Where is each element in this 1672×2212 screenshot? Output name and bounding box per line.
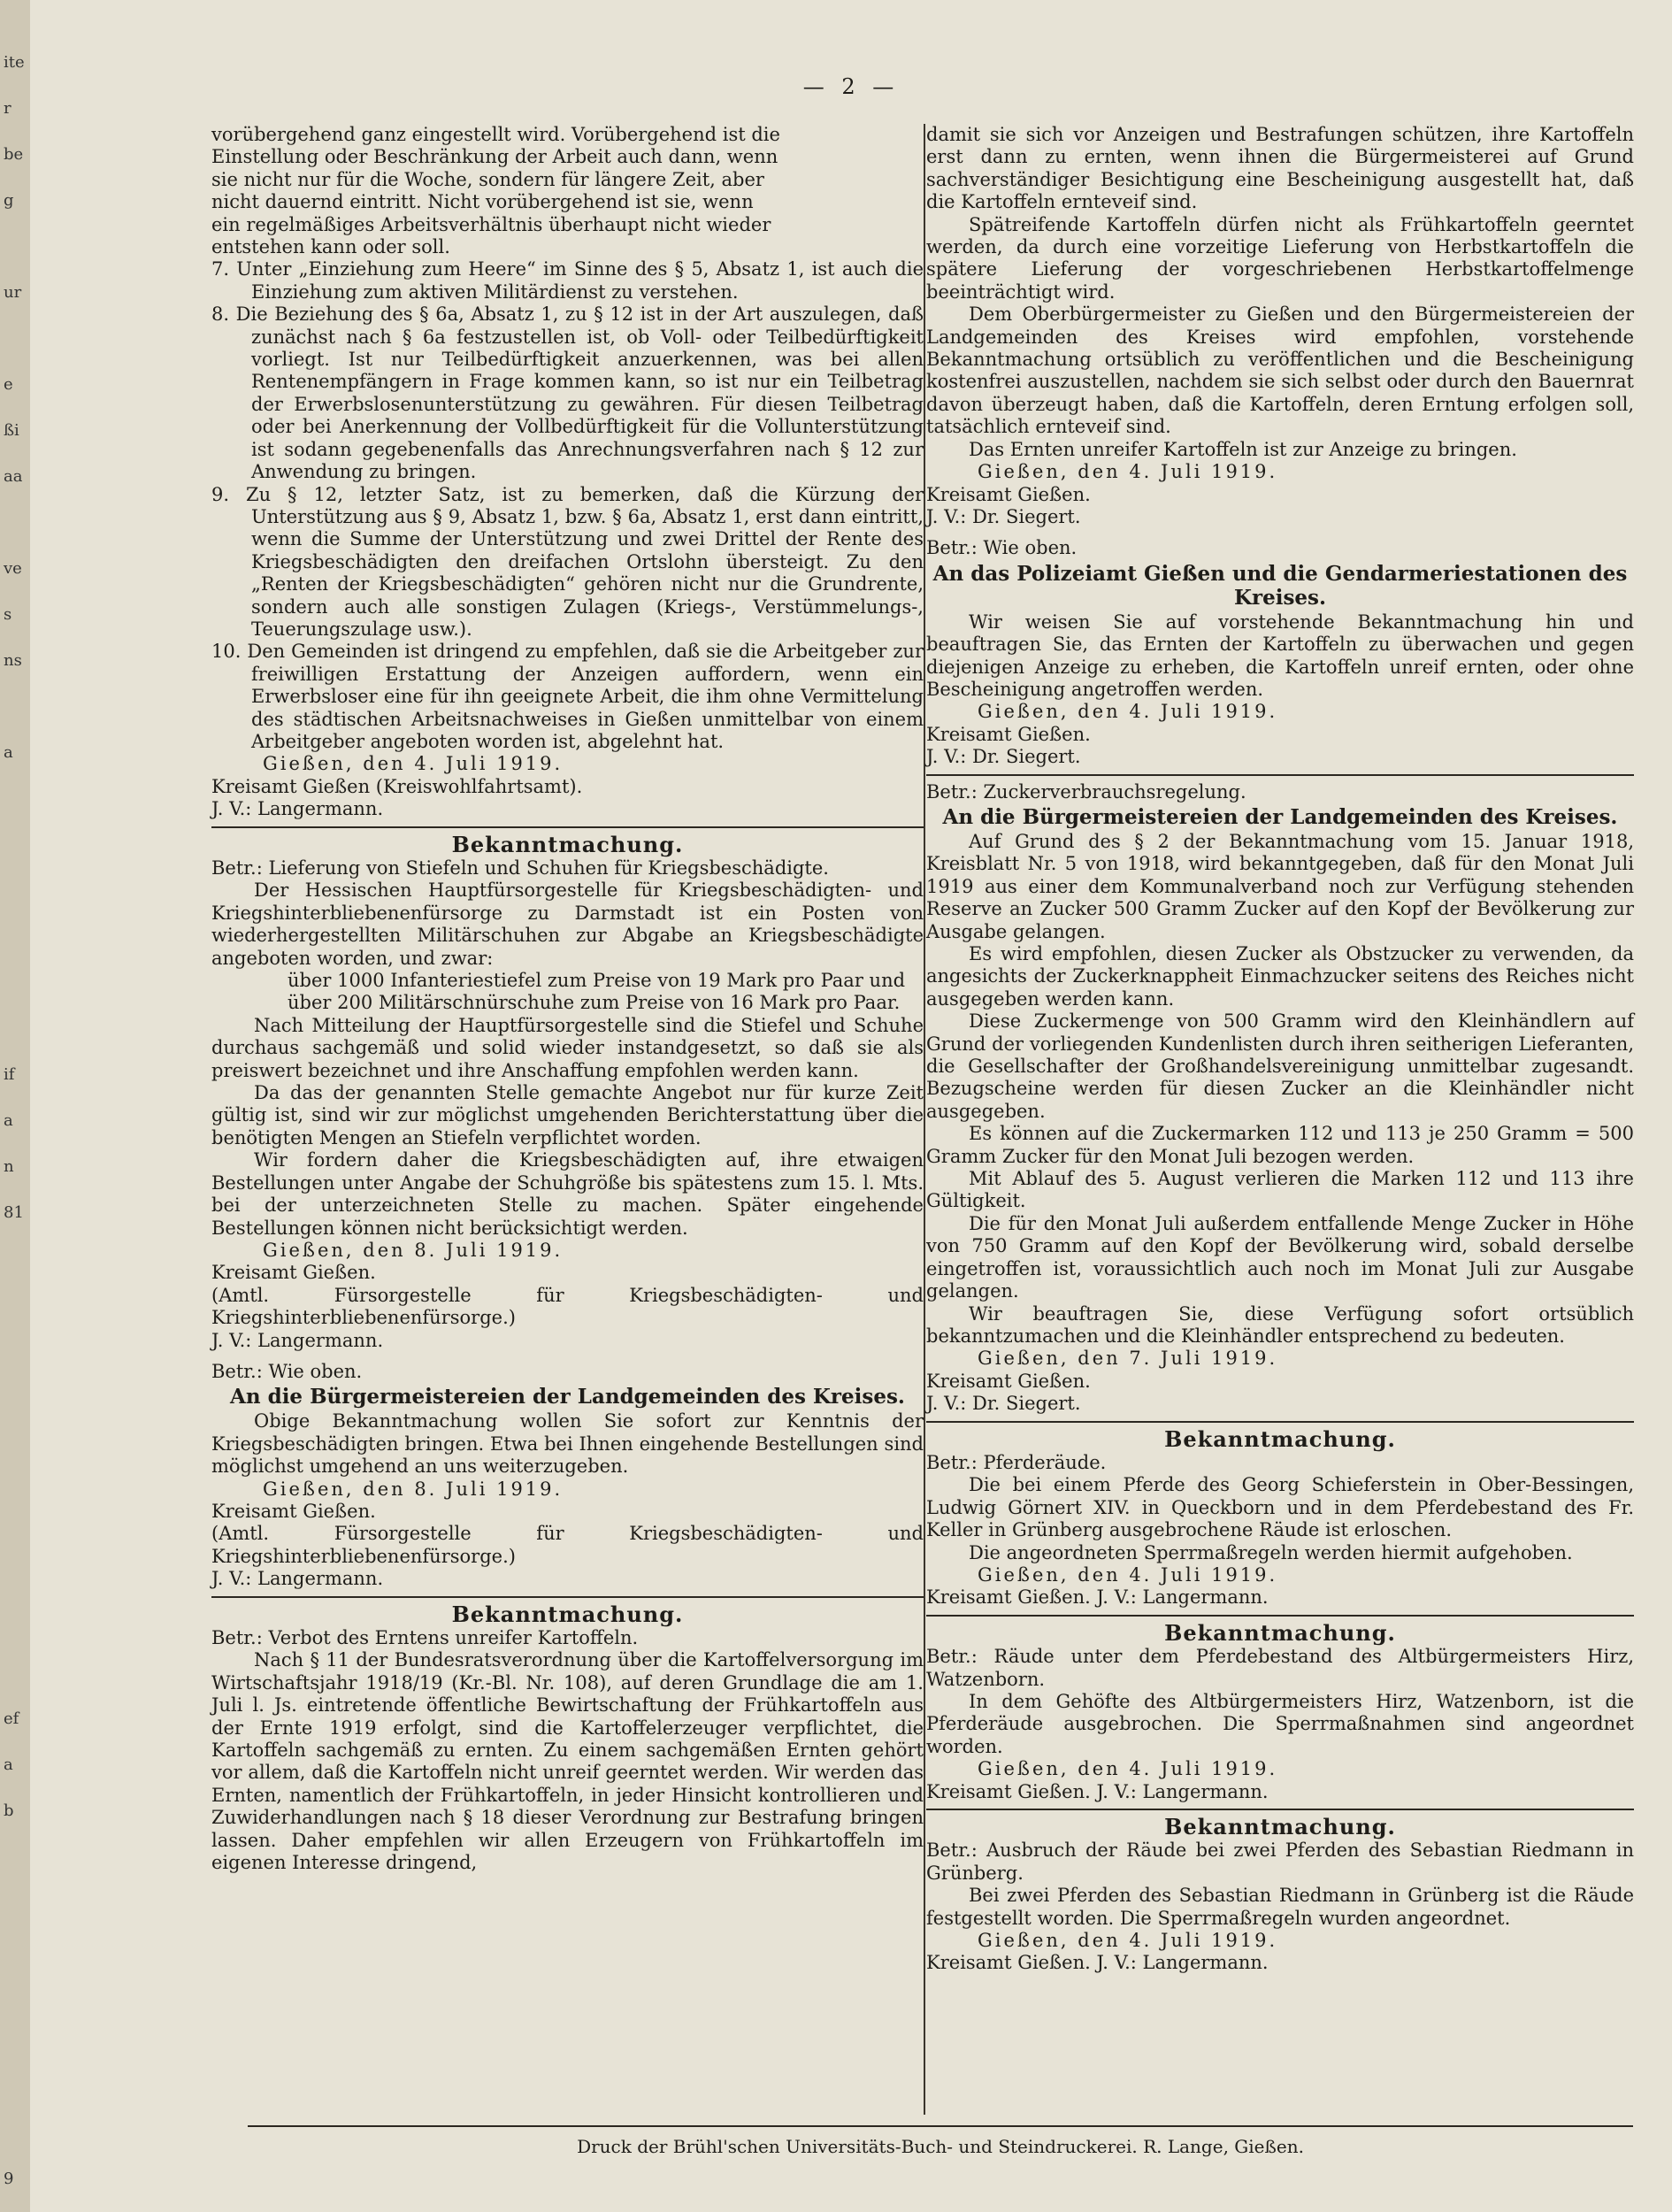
bleed-fragment: aa bbox=[4, 467, 23, 486]
bleed-fragment: 9 bbox=[4, 2170, 14, 2188]
bleed-fragment: a bbox=[4, 1111, 13, 1130]
divider bbox=[926, 1809, 1634, 1810]
bleed-fragment: s bbox=[4, 605, 12, 624]
notice-date: Gießen, den 4. Juli 1919. bbox=[978, 1563, 1278, 1586]
notice-paragraph: Auf Grund des § 2 der Bekanntmachung vom 15. Januar 1918, Kreisblatt Nr. 5 von 1918, wird bekanntgegeben, daß für den Monat Juli 1919 aus einer dem Kommunalverband noch zur Verfügung stehenden Reserve an Zucker 500 Gramm Zucker auf den Kopf der Bevölkerung zur Ausgabe gelangen. bbox=[926, 830, 1634, 942]
divider bbox=[926, 774, 1634, 776]
notice-addressee: An die Bürgermeistereien der Landgemeinden des Kreises. bbox=[230, 1385, 905, 1409]
notice-addressee: An die Bürgermeistereien der Landgemeinden des Kreises. bbox=[942, 804, 1618, 829]
bleed-fragment: ßi bbox=[4, 421, 19, 440]
notice-date: Gießen, den 7. Juli 1919. bbox=[978, 1348, 1278, 1370]
notice-paragraph: Die bei einem Pferde des Georg Schieferstein in Ober-Bessingen, Ludwig Görnert XIV. in Queckborn und in dem Pferdebestand des Fr. Keller in Grünberg ausgebrochene Räude ist erloschen. bbox=[926, 1474, 1634, 1541]
notice-subject: Betr.: Räude unter dem Pferdebestand des Altbürgermeisters Hirz, Watzenborn. bbox=[926, 1646, 1634, 1690]
notice-paragraph: Nach Mitteilung der Hauptfürsorgestelle sind die Stiefel und Schuhe durchaus sachgemäß und solid wieder instandgesetzt, so daß sie als preiswert bezeichnet und ihre Anschaffung empfohlen werden kann. bbox=[211, 1014, 924, 1081]
intro-line-1: vorübergehend ganz eingestellt wird. Vorübergehend ist die bbox=[211, 124, 780, 145]
divider bbox=[926, 1615, 1634, 1617]
page-number: — 2 — bbox=[802, 74, 900, 99]
notice-signature-name: J. V.: Langermann. bbox=[211, 1568, 384, 1590]
intro-date: Gießen, den 4. Juli 1919. bbox=[263, 753, 564, 775]
footer-rule bbox=[248, 2125, 1633, 2127]
bleed-fragment: b bbox=[4, 1801, 14, 1820]
notice-heading: Bekanntmachung. bbox=[451, 1601, 684, 1627]
item-9: 9. Zu § 12, letzter Satz, ist zu bemerken, daß die Kürzung der Unterstützung aus § 9, Absatz 1, bzw. § 6a, Absatz 1, erst dann eintritt, wenn die Summe der Unterstützung und zwei Drittel der Rente des Kriegsbeschädigten den dreifachen Ortslohn übersteigt. Zu den „Renten der Kriegsbeschädigten“ gehören nicht nur die Grundrente, sondern auch alle sonstigen Zulagen (Kriegs-, Verstümmelungs-, Teuerungszulage usw.). bbox=[211, 483, 924, 640]
notice-paragraph: damit sie sich vor Anzeigen und Bestrafungen schützen, ihre Kartoffeln erst dann zu ernten, wenn ihnen die Bürgermeisterei auf Grund sachverständiger Besichtigung eine Bescheinigung ausgestellt hat, daß die Kartoffeln ernteveif sind. bbox=[926, 124, 1634, 213]
notice-signature-office: Kreisamt Gießen. bbox=[926, 483, 1091, 505]
notice-signature-name: J. V.: Dr. Siegert. bbox=[926, 746, 1081, 768]
notice-heading: Bekanntmachung. bbox=[1164, 1425, 1396, 1452]
notice-paragraph: Bei zwei Pferden des Sebastian Riedmann in Grünberg ist die Räude festgestellt worden. Die Sperrmaßregeln wurden angeordnet. bbox=[926, 1885, 1634, 1929]
bleed-fragment: ite bbox=[4, 53, 25, 72]
bleed-fragment: r bbox=[4, 99, 12, 118]
notice-paragraph: In dem Gehöfte des Altbürgermeisters Hirz, Watzenborn, ist die Pferderäude ausgebrochen. Die Sperrmaßnahmen sind angeordnet worden. bbox=[926, 1691, 1634, 1757]
notice-signature-dept: (Amtl. Fürsorgestelle für Kriegsbeschädigten- und Kriegshinterbliebenenfürsorge.) bbox=[211, 1523, 924, 1567]
notice-paragraph: Obige Bekanntmachung wollen Sie sofort zur Kenntnis der Kriegsbeschädigten bringen. Etwa bei Ihnen eingehende Bestellungen sind möglichst umgehend an uns weiterzugeben. bbox=[211, 1410, 924, 1478]
newspaper-page bbox=[30, 0, 1672, 2212]
bleed-fragment: ns bbox=[4, 651, 22, 670]
notice-paragraph: Die angeordneten Sperrmaßregeln werden hiermit aufgehoben. bbox=[969, 1541, 1573, 1563]
notice-signature-name: J. V.: Langermann. bbox=[211, 1329, 384, 1351]
intro-signature-name: J. V.: Langermann. bbox=[211, 798, 384, 820]
bleed-fragment: ur bbox=[4, 283, 22, 302]
bleed-fragment: ef bbox=[4, 1709, 19, 1728]
notice-signature-name: J. V.: Dr. Siegert. bbox=[926, 1393, 1081, 1415]
divider bbox=[211, 826, 924, 828]
notice-heading: Bekanntmachung. bbox=[1164, 1814, 1396, 1840]
notice-subject: Betr.: Wie oben. bbox=[211, 1360, 363, 1382]
bleed-fragment: ve bbox=[4, 559, 22, 578]
notice-signature-dept: (Amtl. Fürsorgestelle für Kriegsbeschädigten- und Kriegshinterbliebenenfürsorge.) bbox=[211, 1284, 924, 1329]
item-10: 10. Den Gemeinden ist dringend zu empfehlen, daß sie die Arbeitgeber zur freiwilligen Erstattung der Anzeigen auffordern, wenn ein Erwerbsloser eine für ihn geeignete Arbeit, die ihm ohne Vermittelung des städtischen Arbeitsnachweises in Gießen unmittelbar von einem Arbeitgeber angeboten worden ist, abgelehnt hat. bbox=[211, 641, 924, 752]
notice-date: Gießen, den 8. Juli 1919. bbox=[263, 1478, 564, 1500]
bleed-fragment: be bbox=[4, 145, 24, 164]
notice-paragraph: Da das der genannten Stelle gemachte Angebot nur für kurze Zeit gültig ist, sind wir zur möglichst umgehenden Berichterstattung über die benötigten Mengen an Stiefeln verpflichtet worden. bbox=[211, 1082, 924, 1148]
notice-date: Gießen, den 4. Juli 1919. bbox=[978, 1758, 1278, 1780]
notice-paragraph: Spätreifende Kartoffeln dürfen nicht als Frühkartoffeln geerntet werden, da durch eine vorzeitige Lieferung von Herbstkartoffeln die spätere Lieferung der vorgeschriebenen Herbstkartoffelmenge beeinträchtigt wird. bbox=[926, 213, 1634, 303]
offer-line-shoes: über 200 Militärschnürschuhe zum Preise von 16 Mark pro Paar. bbox=[288, 992, 901, 1014]
column-rule bbox=[924, 124, 925, 2115]
notice-subject: Betr.: Zuckerverbrauchsregelung. bbox=[926, 780, 1246, 803]
bleed-fragment: n bbox=[4, 1157, 14, 1176]
notice-date: Gießen, den 4. Juli 1919. bbox=[978, 701, 1278, 723]
notice-subject: Betr.: Ausbruch der Räude bei zwei Pferden des Sebastian Riedmann in Grünberg. bbox=[926, 1839, 1634, 1884]
notice-paragraph: Nach § 11 der Bundesratsverordnung über die Kartoffelversorgung im Wirtschaftsjahr 1918/19 (Kr.-Bl. Nr. 108), auf deren Grundlage die am 1. Juli l. Js. eintretende öffentliche Bewirtschaftung der Frühkartoffeln aus der Ernte 1919 erfolgt, sind die Kartoffelerzeuger verpflichtet, die Kartoffeln sachgemäß zu ernten. Zu einem sachgemäßen Ernten gehört vor allem, daß die Kartoffeln nicht unreif geerntet werden. Wir werden das Ernten, namentlich der Frühkartoffeln, in jeder Hinsicht kontrollieren und Zuwiderhandlungen nach § 18 dieser Verordnung zur Bestrafung bringen lassen. Daher empfehlen wir allen Erzeugern von Frühkartoffeln im eigenen Interesse dringend, bbox=[211, 1649, 924, 1874]
notice-paragraph: Diese Zuckermenge von 500 Gramm wird den Kleinhändlern auf Grund der vorliegenden Kundenlisten durch ihren seitherigen Lieferanten, die Gesellschafter der Großhandelsvereinigung unmittelbar zugesandt. Bezugscheine werden für diesen Zucker an die Kleinhändler nicht ausgegeben. bbox=[926, 1010, 1634, 1122]
bleed-fragment: if bbox=[4, 1065, 15, 1084]
bleed-fragment: e bbox=[4, 375, 13, 394]
notice-addressee: An das Polizeiamt Gießen und die Gendarmeriestationen des Kreises. bbox=[932, 561, 1628, 610]
notice-subject: Betr.: Pferderäude. bbox=[926, 1451, 1107, 1473]
notice-subject: Betr.: Verbot des Erntens unreifer Kartoffeln. bbox=[211, 1627, 639, 1648]
notice-signature-office: Kreisamt Gießen. bbox=[926, 1370, 1091, 1392]
notice-date: Gießen, den 4. Juli 1919. bbox=[978, 1930, 1278, 1952]
right-column bbox=[926, 124, 1634, 1975]
notice-paragraph: Es wird empfohlen, diesen Zucker als Obstzucker zu verwenden, da angesichts der Zuckerknappheit Einmachzucker seitens des Reiches nicht ausgegeben werden kann. bbox=[926, 943, 1634, 1010]
notice-signature-office: Kreisamt Gießen. bbox=[211, 1500, 376, 1522]
notice-paragraph: Dem Oberbürgermeister zu Gießen und den Bürgermeistereien der Landgemeinden des Kreises wird empfohlen, vorstehende Bekanntmachung ortsüblich zu veröffentlichen und die Bescheinigung kostenfrei auszustellen, nachdem sie sich selbst oder durch den Bauernrat davon überzeugt haben, daß die Kartoffeln, deren Erntung erfolgen soll, tatsächlich ernteveif sind. bbox=[926, 303, 1634, 438]
intro-line-3: sie nicht nur für die Woche, sondern für längere Zeit, aber bbox=[211, 168, 764, 190]
intro-signature-office: Kreisamt Gießen (Kreiswohlfahrtsamt). bbox=[211, 775, 583, 797]
item-8: 8. Die Beziehung des § 6a, Absatz 1, zu § 12 ist in der Art auszulegen, daß zunächst nach § 6a festzustellen ist, ob Voll- oder Teilbedürftigkeit vorliegt. Ist nur Teilbedürftigkeit anzuerkennen, was bei allen Rentenempfängern in Frage kommen kann, so ist nur ein Teilbetrag der Erwerbslosenunterstützung zu gewähren. Für diesen Teilbetrag oder bei Anerkennung der Vollbedürftigkeit für die Vollunterstützung ist sodann gegebenenfalls das Anrechnungsverfahren nach § 12 zur Anwendung zu bringen. bbox=[211, 303, 924, 483]
notice-signature: Kreisamt Gießen. J. V.: Langermann. bbox=[926, 1780, 1269, 1802]
intro-line-5: ein regelmäßiges Arbeitsverhältnis überhaupt nicht wieder bbox=[211, 213, 771, 235]
divider bbox=[211, 1596, 924, 1598]
bleed-fragment: 81 bbox=[4, 1203, 24, 1222]
notice-date: Gießen, den 4. Juli 1919. bbox=[978, 461, 1278, 483]
notice-subject: Betr.: Wie oben. bbox=[926, 537, 1078, 559]
notice-paragraph: Es können auf die Zuckermarken 112 und 113 je 250 Gramm = 500 Gramm Zucker für den Monat Juli bezogen werden. bbox=[926, 1123, 1634, 1167]
notice-paragraph: Wir fordern daher die Kriegsbeschädigten auf, ihre etwaigen Bestellungen unter Angabe der Schuhgröße bis spätestens zum 15. l. Mts. bei der unterzeichneten Stelle zu machen. Später eingehende Bestellungen können nicht berücksichtigt werden. bbox=[211, 1149, 924, 1239]
intro-line-2: Einstellung oder Beschränkung der Arbeit auch dann, wenn bbox=[211, 146, 778, 168]
notice-subject: Betr.: Lieferung von Stiefeln und Schuhen für Kriegsbeschädigte. bbox=[211, 857, 829, 879]
item-7: 7. Unter „Einziehung zum Heere“ im Sinne des § 5, Absatz 1, ist auch die Einziehung zum aktiven Militärdienst zu verstehen. bbox=[211, 258, 924, 303]
notice-signature-office: Kreisamt Gießen. bbox=[926, 723, 1091, 745]
notice-paragraph: Der Hessischen Hauptfürsorgestelle für Kriegsbeschädigten- und Kriegshinterbliebenenfürsorge zu Darmstadt ist ein Posten von wiederhergestellten Militärschuhen zur Abgabe an Kriegsbeschädigte angeboten worden, und zwar: bbox=[211, 879, 924, 969]
notice-heading: Bekanntmachung. bbox=[1164, 1619, 1396, 1646]
notice-paragraph: Wir weisen Sie auf vorstehende Bekanntmachung hin und beauftragen Sie, das Ernten der Kartoffeln zu überwachen und gegen diejenigen Anzeige zu erheben, die Kartoffeln unreif ernten, oder ohne Bescheinigung angetroffen werden. bbox=[926, 611, 1634, 700]
notice-signature-name: J. V.: Dr. Siegert. bbox=[926, 505, 1081, 527]
offer-line-boots: über 1000 Infanteriestiefel zum Preise von 19 Mark pro Paar und bbox=[288, 970, 906, 992]
notice-paragraph: Das Ernten unreifer Kartoffeln ist zur Anzeige zu bringen. bbox=[969, 438, 1517, 460]
bleed-fragment: g bbox=[4, 191, 14, 210]
adjacent-page-bleed bbox=[0, 0, 31, 2212]
left-column bbox=[211, 124, 924, 1874]
notice-signature: Kreisamt Gießen. J. V.: Langermann. bbox=[926, 1586, 1269, 1609]
notice-signature-office: Kreisamt Gießen. bbox=[211, 1262, 376, 1284]
notice-signature: Kreisamt Gießen. J. V.: Langermann. bbox=[926, 1952, 1269, 1974]
intro-line-4: nicht dauernd eintritt. Nicht vorübergehend ist sie, wenn bbox=[211, 191, 754, 213]
printer-imprint: Druck der Brühl'schen Universitäts-Buch- und Steindruckerei. R. Lange, Gießen. bbox=[577, 2136, 1304, 2157]
intro-line-6: entstehen kann oder soll. bbox=[211, 236, 450, 258]
notice-date: Gießen, den 8. Juli 1919. bbox=[263, 1239, 564, 1261]
notice-heading: Bekanntmachung. bbox=[451, 831, 684, 857]
notice-paragraph: Mit Ablauf des 5. August verlieren die Marken 112 und 113 ihre Gültigkeit. bbox=[926, 1168, 1634, 1212]
notice-paragraph: Die für den Monat Juli außerdem entfallende Menge Zucker in Höhe von 750 Gramm auf den Kopf der Bevölkerung wird, sobald derselbe eingetroffen ist, voraussichtlich auch noch im Monat Juli zur Ausgabe gelangen. bbox=[926, 1212, 1634, 1302]
divider bbox=[926, 1421, 1634, 1423]
bleed-fragment: a bbox=[4, 1755, 13, 1774]
notice-paragraph: Wir beauftragen Sie, diese Verfügung sofort ortsüblich bekanntzumachen und die Kleinhändler entsprechend zu bedeuten. bbox=[926, 1302, 1634, 1347]
bleed-fragment: a bbox=[4, 743, 13, 762]
